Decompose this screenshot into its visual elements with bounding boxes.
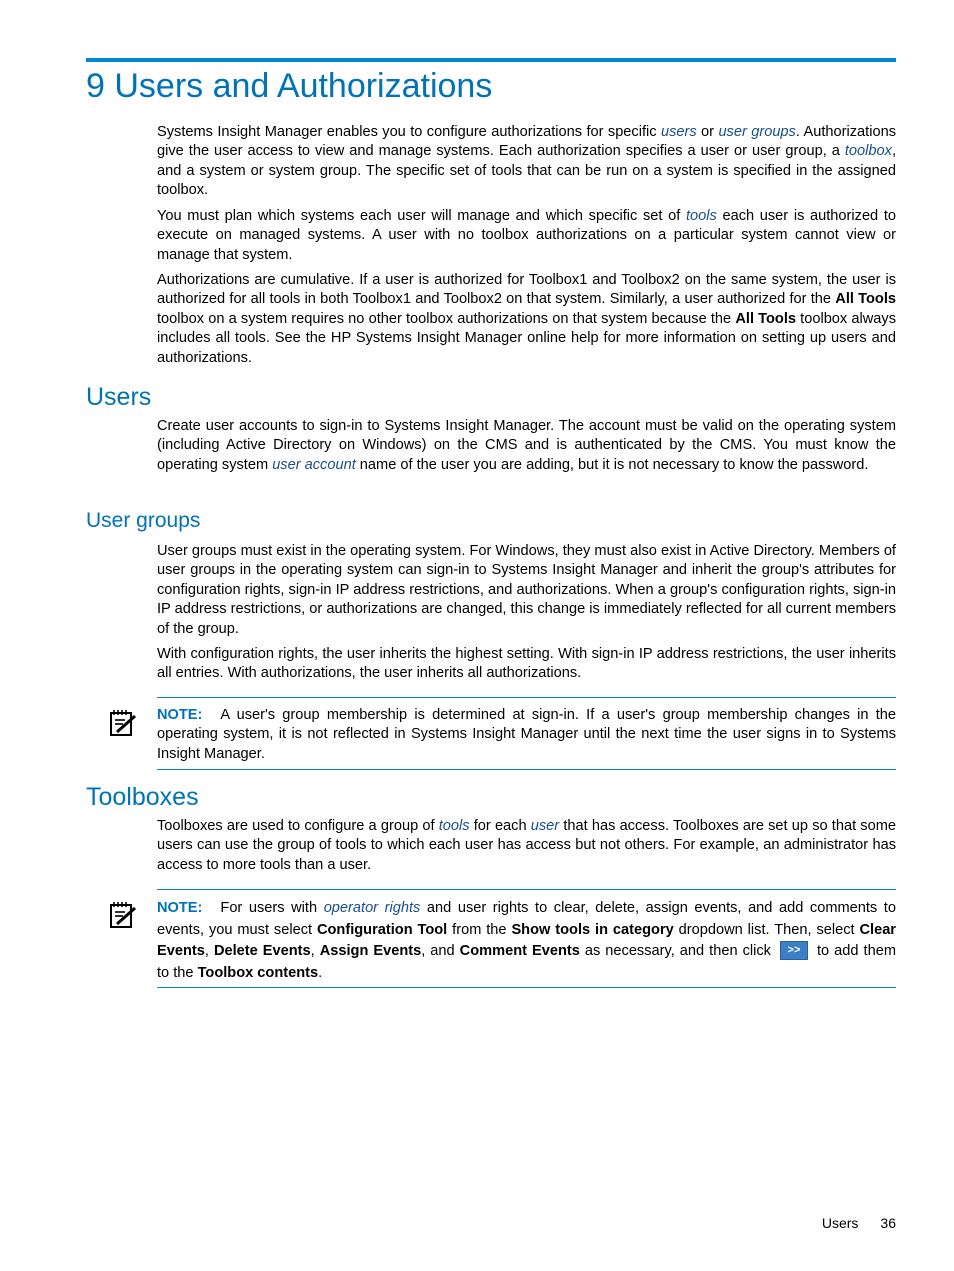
note-bottom-rule [157, 769, 896, 770]
term-tools[interactable]: tools [685, 208, 717, 224]
term-tools[interactable]: tools [438, 818, 470, 834]
users-paragraph: Create user accounts to sign-in to Systems Insight Manager. The account must be valid on the operating system (including Active Directory on Windows) on the CMS and is authenticated by the CMS. You must know the operating system user account name of the user you are adding, but it is not necessary to know the password. [157, 418, 896, 473]
note-label: NOTE: [157, 900, 203, 916]
note-bottom-rule [157, 987, 896, 988]
toolboxes-note: NOTE: For users with operator rights and user rights to clear, delete, assign events, and add comments to events, you must select Configuration Tool from the Show tools in category dropdown list. Then, select Clear Events, Delete Events, Assign Events, and Comment Events as necessary, and then click >> to add them to the Toolbox contents. [157, 900, 896, 981]
page-footer [822, 1215, 896, 1231]
term-user-groups[interactable]: user groups [718, 124, 796, 140]
section-heading-user-groups: User groups [86, 509, 201, 532]
chapter-title: 9 Users and Authorizations [86, 67, 493, 105]
chapter-top-rule [86, 58, 896, 62]
user-groups-paragraph-2: With configuration rights, the user inherits the highest setting. With sign-in IP address restrictions, the user inherits all entries. With authorizations, the user inherits all authorizations. [157, 646, 896, 682]
footer-section: Users [821, 1215, 859, 1231]
term-toolbox[interactable]: toolbox [844, 143, 892, 160]
intro-paragraph-1: Systems Insight Manager enables you to configure authorizations for specific users or user groups. Authorizations give the user access to view and manage systems. Each authorization specifies a user or user group, a toolbox, and a system or system group. The specific set of tools that can be run on a system is specified in the assigned toolbox. [157, 124, 896, 199]
user-groups-paragraph-1: User groups must exist in the operating system. For Windows, they must also exist in Active Directory. Members of user groups in the operating system can sign-in to Systems Insight Manager and inherit the group's attributes for configuration rights, sign-in IP address restrictions, and authorizations. When a group's configuration rights, sign-in IP address restrictions, or authorizations are changed, this change is immediately reflected for all current members of the group. [157, 543, 896, 637]
user-groups-note: NOTE: A user's group membership is determined at sign-in. If a user's group membership changes in the operating system, it is not reflected in Systems Insight Manager until the next time the user signs in to Systems Insight Manager. [157, 707, 896, 762]
toolboxes-paragraph: Toolboxes are used to configure a group of tools for each user that has access. Toolboxes are set up so that some users can use the group of tools to which each user has access but not others. For example, an administrator has access to more tools than a user. [157, 818, 896, 873]
term-user-account[interactable]: user account [272, 456, 356, 473]
term-user[interactable]: user [530, 818, 560, 834]
intro-paragraph-2: You must plan which systems each user will manage and which specific set of tools each user is authorized to execute on managed systems. A user with no toolbox authorizations on a particular system cannot view or manage that system. [157, 208, 897, 263]
section-heading-users: Users [86, 383, 152, 411]
section-heading-toolboxes: Toolboxes [86, 783, 199, 811]
term-users[interactable]: users [660, 124, 697, 140]
add-to-toolbox-button-icon[interactable]: >> [780, 941, 808, 960]
term-operator-rights[interactable]: operator rights [323, 900, 421, 916]
note-top-rule [157, 889, 896, 890]
note-icon [108, 708, 138, 738]
note-top-rule [157, 697, 896, 698]
page-number: 36 [880, 1215, 896, 1231]
note-label: NOTE: [157, 707, 203, 723]
intro-paragraph-3: Authorizations are cumulative. If a user is authorized for Toolbox1 and Toolbox2 on the same system, the user is authorized for all tools in both Toolbox1 and Toolbox2 on that system. Similarly, a user authorized for the All Tools toolbox on a system requires no other toolbox authorizations on that system because the All Tools toolbox always includes all tools. See the HP Systems Insight Manager online help for more information on setting up users and authorizations. [157, 272, 897, 366]
note-icon [108, 900, 138, 930]
